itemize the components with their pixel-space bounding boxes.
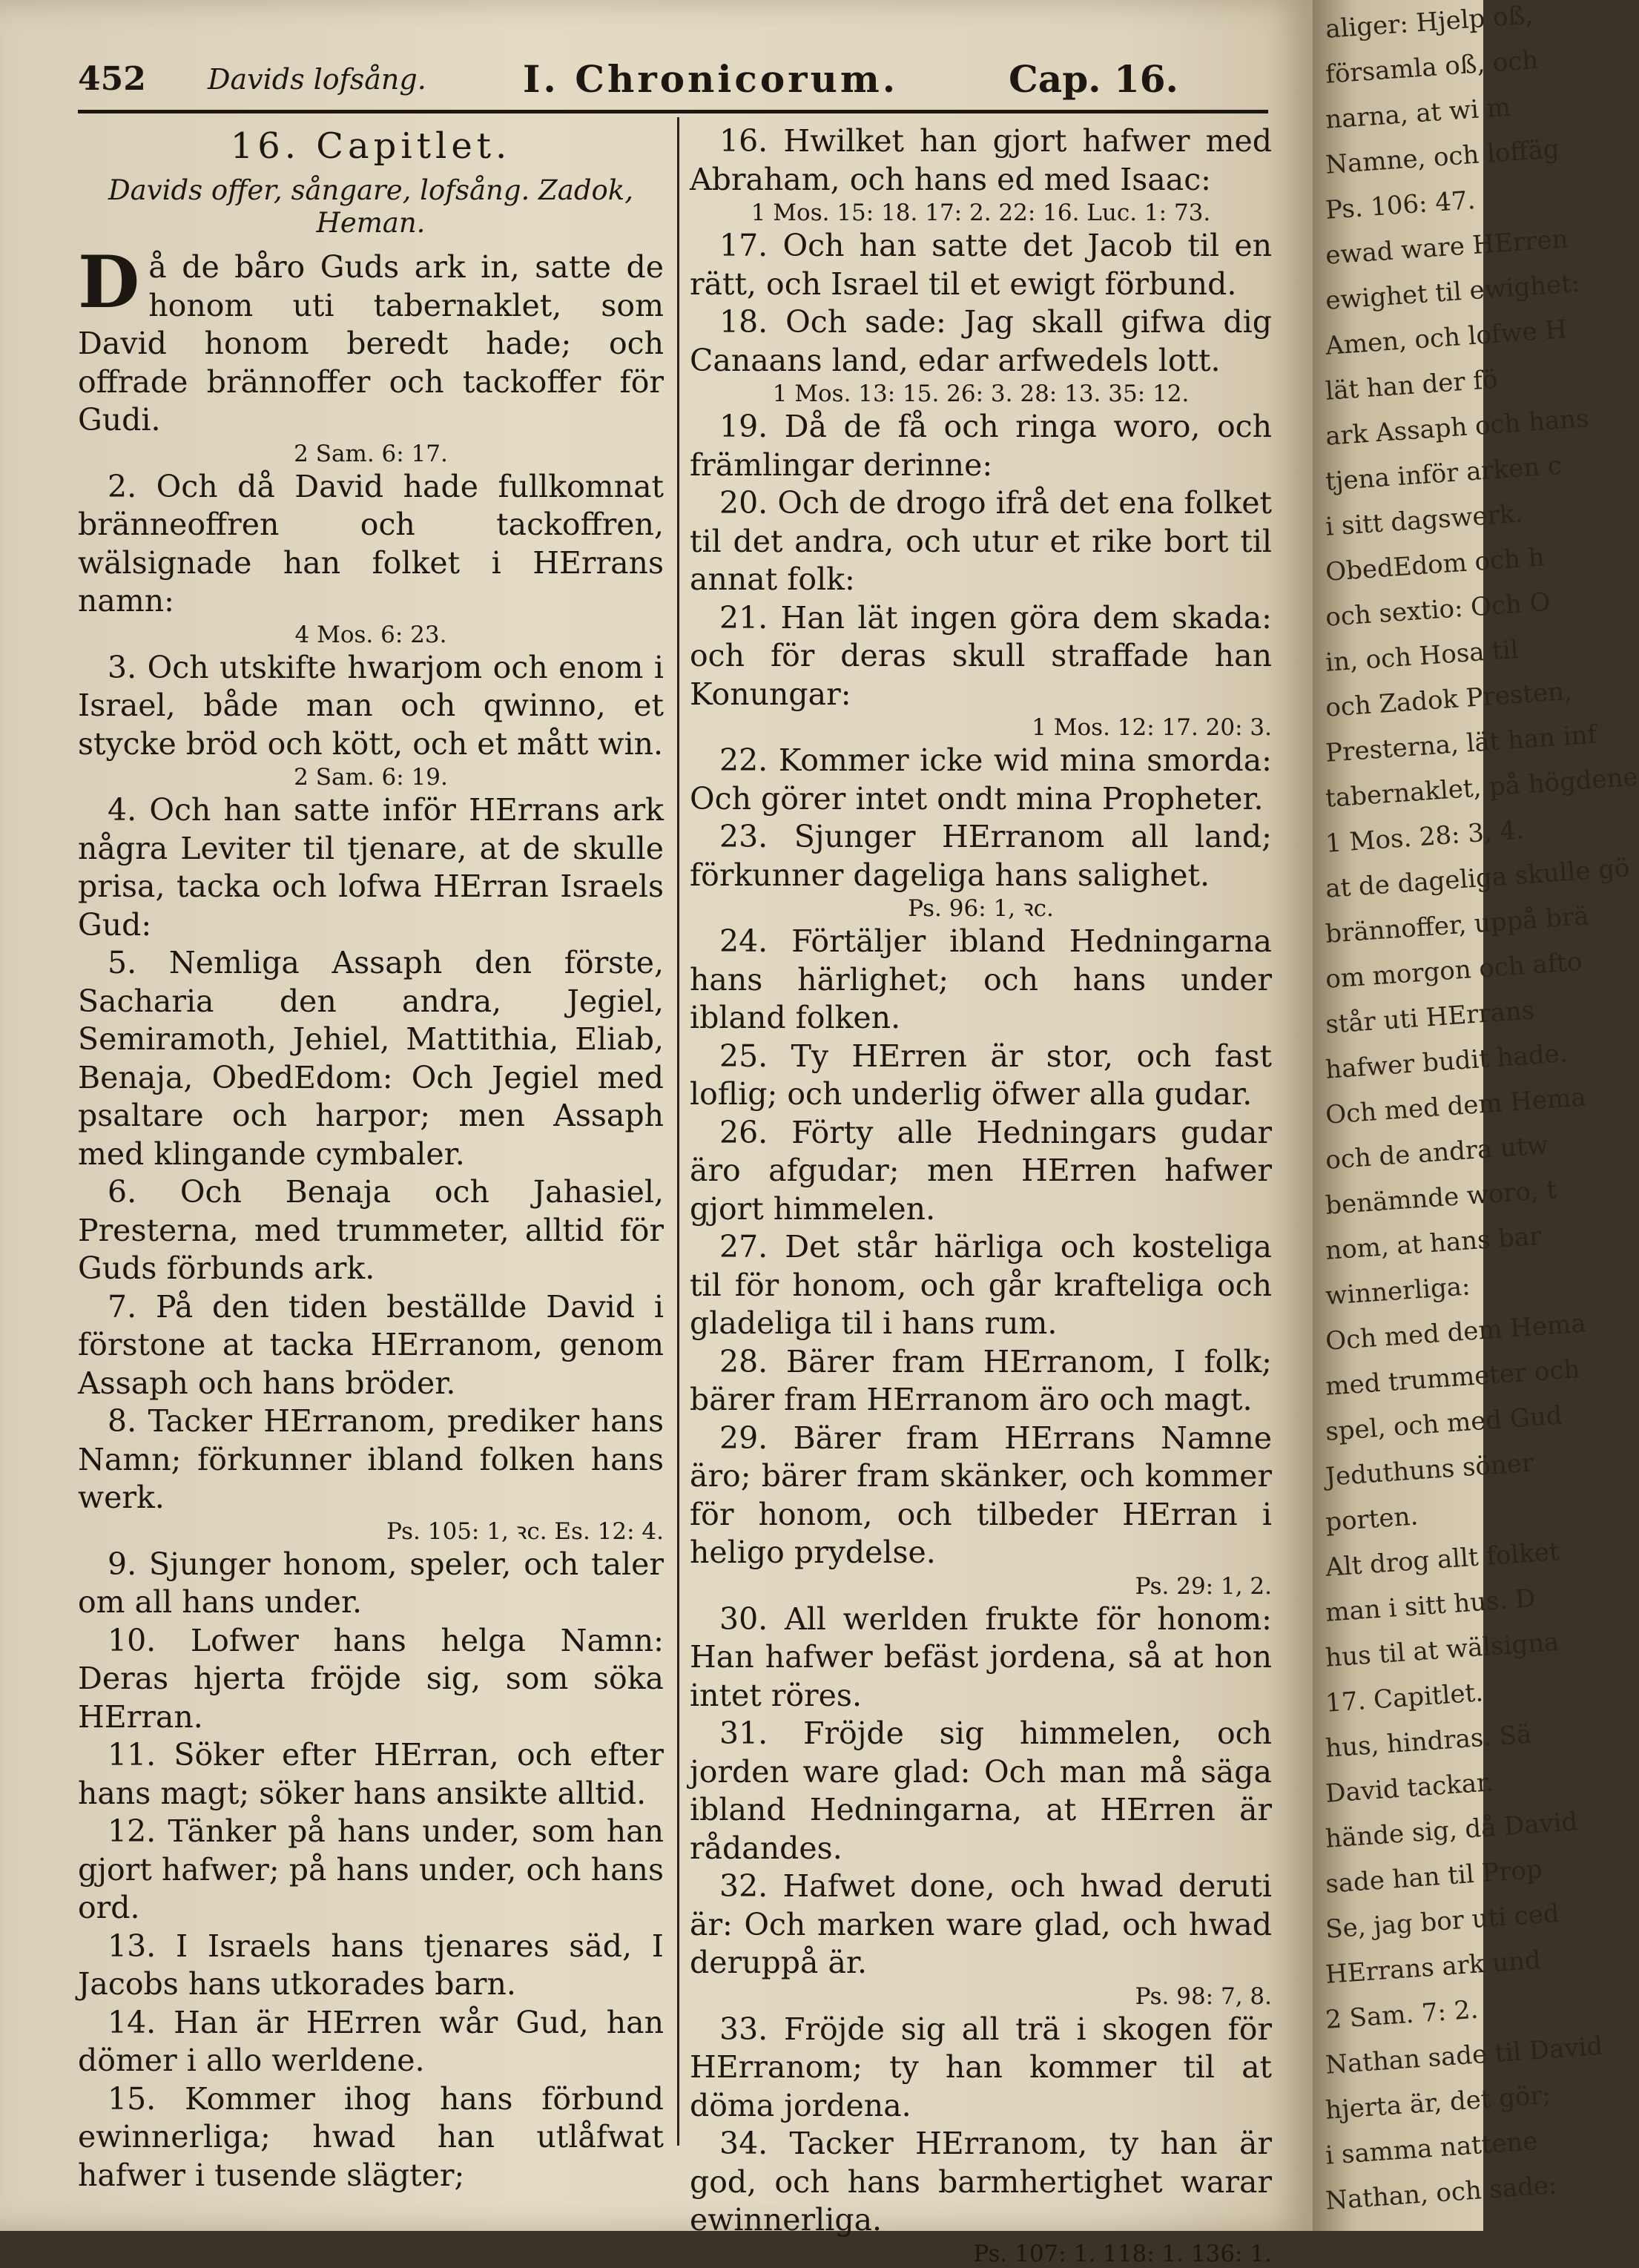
facing-page-line: ewighet til ewighet: [1325, 268, 1581, 316]
chapter-heading: 16. Capitlet. [230, 125, 512, 167]
facing-page-line: tabernaklet, på högdene [1325, 762, 1639, 814]
verse-text: 2. Och då David hade fullkomnat bränneoffren och tackoffren, wälsignade han folket i HErrans namn: [78, 468, 664, 619]
facing-page-line: 2 Sam. 7: 2. [1325, 1994, 1480, 2035]
verse [78, 1288, 664, 1403]
scripture-reference: Ps. 107: 1. 118: 1. 136: 1. [973, 2240, 1272, 2267]
verse-text: 15. Kommer ihog hans förbund ewinnerliga; hwad han utlåfwat hafwer i tusende slägter; [78, 2080, 664, 2193]
verse-text: 4. Och han satte inför HErrans ark några Leviter til tjenare, at de skulle prisa, tacka och lofwa HErran Israels Gud: [78, 792, 664, 943]
verse [78, 944, 664, 1173]
verse [78, 1736, 664, 1813]
verse [690, 818, 1272, 894]
chapter-summary: Davids offer, sångare, lofsång. Zadok, Heman. [108, 174, 633, 239]
facing-page-line: nom, at hans bar [1325, 1221, 1543, 1266]
facing-page-line: Amen, och lofwe H [1325, 314, 1569, 361]
facing-page-line: församla oß, och [1325, 44, 1540, 90]
facing-page-line: hjerta är, det gör; [1325, 2080, 1552, 2126]
drop-cap: D [78, 240, 140, 324]
verse [78, 2080, 664, 2195]
verse-text: 18. Och sade: Jag skall gifwa dig Canaans land, edar arfwedels lott. [690, 304, 1272, 378]
facing-page-line: står uti HErrans [1325, 995, 1536, 1040]
verse-text: å de båro Guds ark in, satte de honom uti tabernaklet, som David honom beredt hade; och offrade brännoffer och tackoffer för Gudi. [78, 249, 664, 438]
verse-text: 25. Ty HErren är stor, och fast loflig; och underlig öfwer alla gudar. [690, 1038, 1272, 1112]
verse [690, 923, 1272, 1038]
facing-page-line: hus, hindras. Sä [1325, 1719, 1533, 1764]
facing-page-line: HErrans ark und [1325, 1945, 1542, 1990]
verse-text: 30. All werlden frukte för honom: Han hafwer befäst jordena, så at hon intet röres. [690, 1601, 1272, 1713]
left-column [78, 122, 664, 2195]
facing-page-line: i samma nattene [1325, 2126, 1539, 2171]
verse [690, 742, 1272, 818]
verse-text: 3. Och utskifte hwarjom och enom i Israel, både man och qwinno, et stycke bröd och kött, och et mått win. [78, 649, 664, 762]
verse-text: 17. Och han satte det Jacob til en rätt, och Israel til et ewigt förbund. [690, 228, 1272, 302]
verse [690, 2011, 1272, 2126]
facing-page-line: Namne, och loffäg [1325, 133, 1560, 180]
verse [690, 1343, 1272, 1420]
facing-page-line: ewad ware HErren [1325, 224, 1569, 271]
verse [78, 1813, 664, 1928]
scripture-reference: Ps. 98: 7, 8. [1135, 1982, 1272, 2010]
right-column [690, 122, 1272, 2268]
facing-page-line: och de andra utw [1325, 1130, 1549, 1176]
verse-text: 26. Förty alle Hedningars gudar äro afgudar; men HErren hafwer gjort himmelen. [690, 1114, 1272, 1227]
verse-text: 19. Då de få och ringa woro, och främlingar derinne: [690, 409, 1272, 483]
verse-text: 13. I Israels hans tjenares säd, I Jacobs hans utkorades barn. [78, 1928, 664, 2002]
verse [690, 227, 1272, 303]
verse [78, 468, 664, 621]
facing-page-line: hus til at wälsigna [1325, 1626, 1560, 1673]
verse-text: 10. Lofwer hans helga Namn: Deras hjerta fröjde sig, som söka HErran. [78, 1622, 664, 1735]
verse [690, 1715, 1272, 1868]
scripture-reference: Ps. 96: 1, ꝛc. [908, 895, 1054, 922]
facing-page-line: sade han til Prop [1325, 1854, 1543, 1899]
chapter-label: Cap. 16. [1009, 57, 1178, 101]
facing-page-line: aliger: Hjelp oß, [1325, 0, 1534, 44]
verse [78, 240, 664, 440]
verse-text: 22. Kommer icke wid mina smorda: Och görer intet ondt mina Propheter. [690, 742, 1272, 817]
page-header [78, 53, 1264, 105]
book-title: I. Chronicorum. [523, 57, 899, 101]
facing-page-line: hafwer budit hade. [1325, 1038, 1569, 1085]
facing-page-line: benämnde woro, t [1325, 1175, 1558, 1221]
facing-page-line: man i sitt hus. D [1325, 1583, 1537, 1628]
facing-page-line: Nathan sade til David [1325, 2031, 1604, 2080]
verse-text: 23. Sjunger HErranom all land; förkunner dageliga hans salighet. [690, 819, 1272, 893]
verse [78, 1928, 664, 2004]
facing-page-line: Ps. 106: 47. [1325, 185, 1477, 225]
verse-text: 7. På den tiden beställde David i förstone at tacka HErranom, genom Assaph och hans bröder. [78, 1288, 664, 1401]
scripture-reference: Ps. 29: 1, 2. [1135, 1572, 1272, 1600]
verse [690, 1868, 1272, 1982]
facing-page-line: i sitt dagswerk. [1325, 498, 1524, 542]
scripture-reference: 1 Mos. 15: 18. 17: 2. 22: 16. Luc. 1: 73. [751, 200, 1211, 226]
verse [690, 1228, 1272, 1343]
scripture-reference: 4 Mos. 6: 23. [294, 621, 447, 648]
verse-text: 32. Hafwet done, och hwad deruti är: Och marken ware glad, och hwad deruppå är. [690, 1868, 1272, 1980]
left-column-text [78, 240, 664, 2195]
facing-page-line: porten. [1325, 1501, 1419, 1537]
verse-text: 5. Nemliga Assaph den förste, Sacharia den andra, Jegiel, Semiramoth, Jehiel, Mattithia, Eliab, Benaja, ObedEdom: Och Jegiel med psaltare och harpor; men Assaph med klingande cymbaler. [78, 945, 664, 1172]
verse [690, 484, 1272, 599]
facing-page-line: Och med dem Hema [1325, 1082, 1587, 1130]
facing-page-line: tjena inför arken c [1325, 450, 1563, 497]
facing-page-line: brännoffer, uppå brä [1325, 901, 1590, 949]
verse-text: 11. Söker efter HErran, och efter hans magt; söker hans ansikte alltid. [78, 1737, 664, 1811]
scripture-reference: 2 Sam. 6: 17. [294, 440, 448, 467]
verse-text: 33. Fröjde sig all trä i skogen för HErranom; ty han kommer til at döma jordena. [690, 2011, 1272, 2123]
column-divider [677, 117, 679, 2146]
verse [690, 1601, 1272, 1715]
verse-text: 27. Det står härliga och kosteliga til för honom, och går krafteliga och gladeliga til i hans rum. [690, 1229, 1272, 1341]
verse-text: 28. Bärer fram HErranom, I folk; bärer fram HErranom äro och magt. [690, 1343, 1272, 1417]
verse [690, 303, 1272, 380]
facing-page-line: in, och Hosa til [1325, 634, 1520, 678]
verse-text: 29. Bärer fram HErrans Namne äro; bärer fram skänker, och kommer för honom, och tilbeder HErran i heligo prydelse. [690, 1420, 1272, 1570]
verse-text: 9. Sjunger honom, speler, och taler om all hans under. [78, 1546, 664, 1620]
page-number: 452 [78, 60, 146, 98]
verse [78, 1622, 664, 1737]
scripture-reference: 1 Mos. 13: 15. 26: 3. 28: 13. 35: 12. [772, 380, 1190, 407]
scripture-reference: 2 Sam. 6: 19. [294, 764, 448, 791]
verse-text: 12. Tänker på hans under, som han gjort hafwer; på hans under, och hans ord. [78, 1813, 664, 1925]
verse [690, 2125, 1272, 2240]
verse [78, 791, 664, 944]
verse-text: 20. Och de drogo ifrå det ena folket til det andra, och utur et rike bort til annat folk: [690, 485, 1272, 597]
facing-page-line: Jeduthuns söner [1325, 1448, 1535, 1492]
scripture-reference: 1 Mos. 12: 17. 20: 3. [1032, 714, 1272, 741]
facing-page-line: och Zadok Presten, [1325, 676, 1573, 723]
verse [78, 1173, 664, 1288]
verse [690, 408, 1272, 484]
verse [78, 649, 664, 764]
facing-page-line: ark Assaph och hans [1325, 403, 1590, 452]
facing-page-line: narna, at wi m [1325, 92, 1512, 135]
verse-text: 8. Tacker HErranom, prediker hans Namn; förkunner ibland folken hans werk. [78, 1403, 664, 1515]
facing-page-line: ObedEdom och h [1325, 542, 1546, 587]
facing-page-line: lät han der fö [1325, 364, 1499, 406]
scripture-reference: Ps. 105: 1, ꝛc. Es. 12: 4. [386, 1517, 664, 1545]
facing-page-line: winnerliga: [1325, 1271, 1471, 1311]
verse [690, 1420, 1272, 1572]
facing-page-line: Nathan, och sade: [1325, 2170, 1558, 2216]
verse-text: 34. Tacker HErranom, ty han är god, och hans barmhertighet warar ewinnerliga. [690, 2126, 1272, 2238]
verse [690, 1114, 1272, 1229]
facing-page-line: 1 Mos. 28: 3, 4. [1325, 815, 1526, 859]
verse [78, 1402, 664, 1517]
facing-page-line: Och med dem Hema [1325, 1308, 1587, 1356]
verse-text: 24. Förtäljer ibland Hedningarna hans härlighet; och hans under ibland folken. [690, 923, 1272, 1035]
running-title: Davids lofsång. [208, 63, 426, 96]
facing-page-line: med trummeter och [1325, 1354, 1581, 1402]
facing-page-line: 17. Capitlet. [1325, 1678, 1485, 1718]
verse-text: 6. Och Benaja och Jahasiel, Presterna, med trummeter, alltid för Guds förbunds ark. [78, 1174, 664, 1286]
facing-page-line: hände sig, då David [1325, 1807, 1579, 1854]
facing-page-line: om morgon och afto [1325, 946, 1583, 995]
facing-page [1313, 0, 1639, 2231]
facing-page-line: spel, och med Gud [1325, 1400, 1563, 1447]
header-rule [78, 110, 1268, 113]
verse [690, 122, 1272, 199]
facing-page-line: Presterna, lät han inf [1325, 719, 1598, 768]
facing-page-line: at de dageliga skulle gö [1325, 853, 1631, 904]
verse-text: 14. Han är HErren wår Gud, han dömer i allo werldene. [78, 2004, 664, 2078]
verse [690, 1038, 1272, 1114]
facing-page-line: Se, jag bor uti ced [1325, 1898, 1560, 1945]
facing-page-line: David tackar. [1325, 1767, 1495, 1809]
verse-text: 31. Fröjde sig himmelen, och jorden ware glad: Och man må säga ibland Hedningarna, at HErren är rådandes. [690, 1715, 1272, 1866]
facing-page-line: Alt drog allt folket [1325, 1536, 1560, 1583]
verse [690, 599, 1272, 714]
facing-page-line: och sextio: Och O [1325, 587, 1551, 633]
verse-text: 16. Hwilket han gjort hafwer med Abraham, och hans ed med Isaac: [690, 123, 1272, 197]
verse-text: 21. Han lät ingen göra dem skada: och för deras skull straffade han Konungar: [690, 599, 1272, 712]
right-column-text [690, 122, 1272, 2268]
verse [78, 2004, 664, 2080]
verse [78, 1546, 664, 1622]
